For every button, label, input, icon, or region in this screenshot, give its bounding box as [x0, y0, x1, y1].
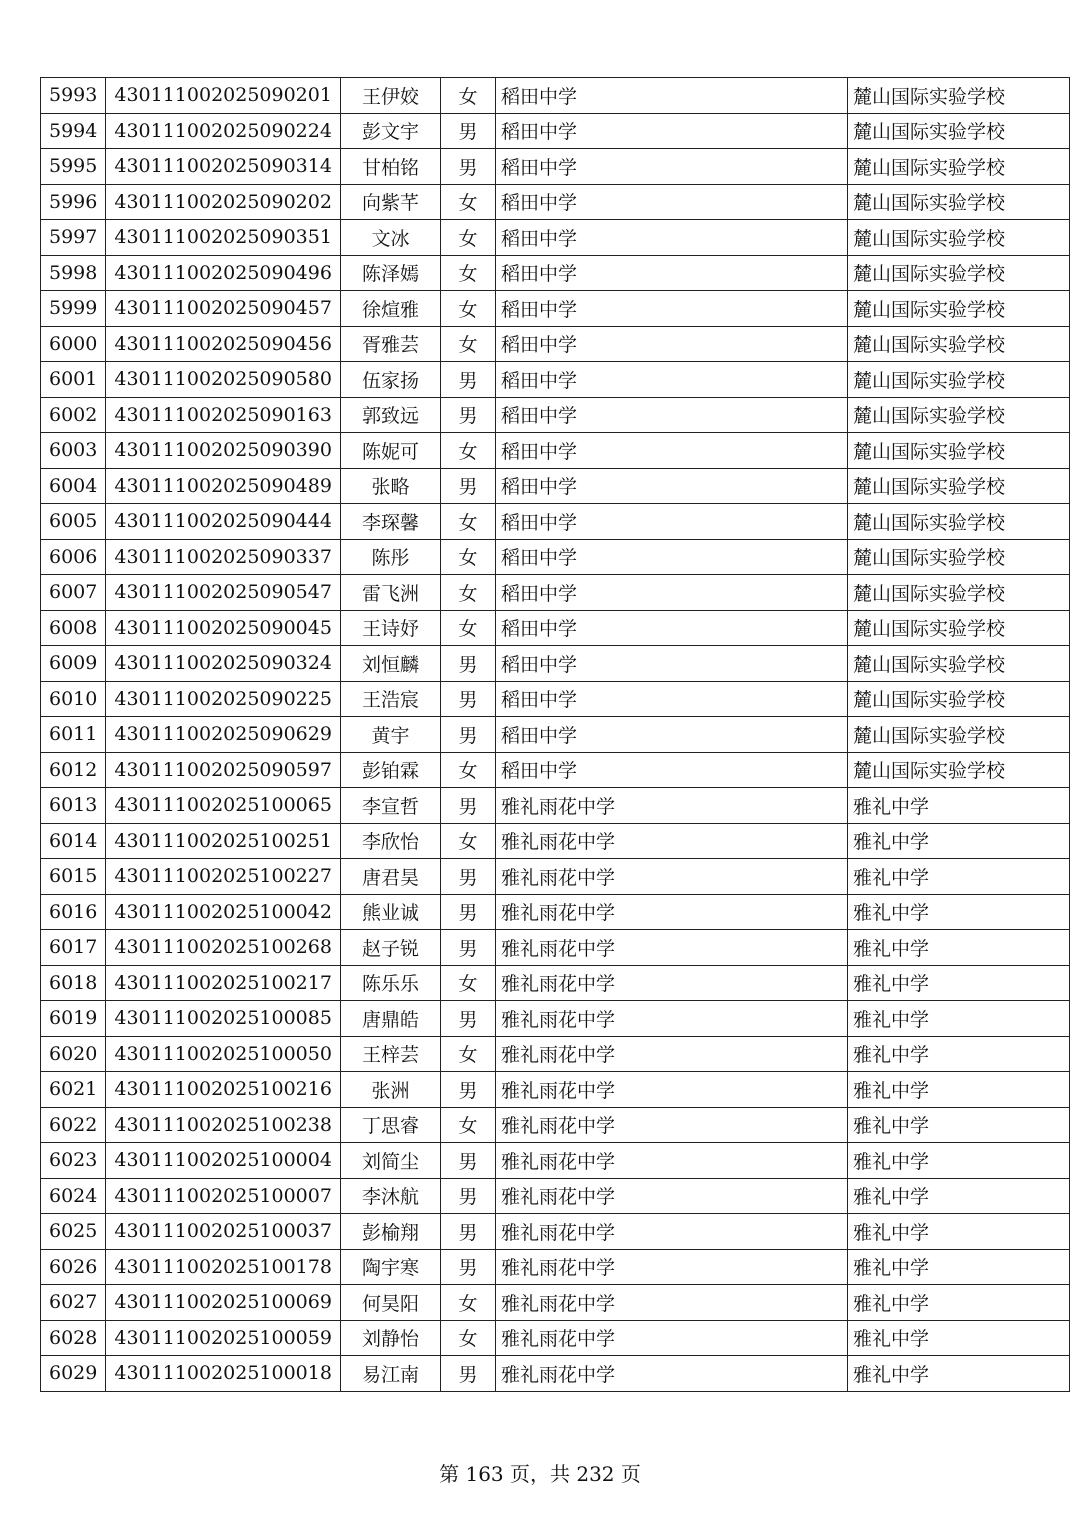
gender-cell: 男 [440, 894, 495, 930]
student-name-cell: 丁思睿 [340, 1107, 440, 1143]
admitted-school-cell: 麓山国际实验学校 [847, 220, 1069, 256]
gender-cell: 女 [440, 1285, 495, 1321]
exam-id-cell: 430111002025090163 [106, 397, 341, 433]
exam-id-cell: 430111002025100085 [106, 1001, 341, 1037]
table-row [41, 1249, 1070, 1285]
exam-id-cell: 430111002025090337 [106, 539, 341, 575]
gender-cell: 男 [440, 1072, 495, 1108]
origin-school-cell: 稻田中学 [495, 504, 847, 540]
gender-cell: 男 [440, 717, 495, 753]
gender-cell: 女 [440, 575, 495, 611]
student-name-cell: 唐君昊 [340, 859, 440, 895]
serial-number-cell: 6002 [41, 397, 106, 433]
serial-number-cell: 6009 [41, 646, 106, 682]
admitted-school-cell: 麓山国际实验学校 [847, 504, 1069, 540]
gender-cell: 女 [440, 220, 495, 256]
student-name-cell: 李宣哲 [340, 788, 440, 824]
origin-school-cell: 雅礼雨花中学 [495, 788, 847, 824]
exam-id-cell: 430111002025100268 [106, 930, 341, 966]
admitted-school-cell: 麓山国际实验学校 [847, 717, 1069, 753]
table-row [41, 930, 1070, 966]
table-row [41, 184, 1070, 220]
table-row [41, 433, 1070, 469]
gender-cell: 女 [440, 184, 495, 220]
admitted-school-cell: 雅礼中学 [847, 894, 1069, 930]
exam-id-cell: 430111002025100065 [106, 788, 341, 824]
student-name-cell: 王诗妤 [340, 610, 440, 646]
table-row [41, 1320, 1070, 1356]
origin-school-cell: 稻田中学 [495, 433, 847, 469]
origin-school-cell: 雅礼雨花中学 [495, 1001, 847, 1037]
serial-number-cell: 5997 [41, 220, 106, 256]
table-row [41, 717, 1070, 753]
student-name-cell: 刘静怡 [340, 1320, 440, 1356]
gender-cell: 女 [440, 1107, 495, 1143]
gender-cell: 男 [440, 1001, 495, 1037]
table-row [41, 1001, 1070, 1037]
table-row [41, 894, 1070, 930]
table-row [41, 823, 1070, 859]
admitted-school-cell: 雅礼中学 [847, 1214, 1069, 1250]
origin-school-cell: 雅礼雨花中学 [495, 859, 847, 895]
table-row [41, 504, 1070, 540]
student-name-cell: 陈妮可 [340, 433, 440, 469]
origin-school-cell: 稻田中学 [495, 468, 847, 504]
gender-cell: 女 [440, 1036, 495, 1072]
page-footer: 第 163 页，共 232 页 [439, 1462, 641, 1486]
table-row [41, 1285, 1070, 1321]
origin-school-cell: 稻田中学 [495, 717, 847, 753]
gender-cell: 男 [440, 1143, 495, 1179]
admitted-school-cell: 麓山国际实验学校 [847, 149, 1069, 185]
student-name-cell: 张洲 [340, 1072, 440, 1108]
admitted-school-cell: 雅礼中学 [847, 930, 1069, 966]
table-row [41, 646, 1070, 682]
admitted-school-cell: 雅礼中学 [847, 788, 1069, 824]
admitted-school-cell: 雅礼中学 [847, 1143, 1069, 1179]
admitted-school-cell: 雅礼中学 [847, 823, 1069, 859]
exam-id-cell: 430111002025090045 [106, 610, 341, 646]
origin-school-cell: 雅礼雨花中学 [495, 1320, 847, 1356]
serial-number-cell: 5996 [41, 184, 106, 220]
origin-school-cell: 稻田中学 [495, 575, 847, 611]
origin-school-cell: 雅礼雨花中学 [495, 965, 847, 1001]
origin-school-cell: 稻田中学 [495, 752, 847, 788]
origin-school-cell: 稻田中学 [495, 291, 847, 327]
exam-id-cell: 430111002025090224 [106, 113, 341, 149]
serial-number-cell: 6029 [41, 1356, 106, 1392]
table-row [41, 220, 1070, 256]
gender-cell: 女 [440, 1320, 495, 1356]
table-row [41, 326, 1070, 362]
admitted-school-cell: 麓山国际实验学校 [847, 255, 1069, 291]
admitted-school-cell: 麓山国际实验学校 [847, 752, 1069, 788]
table-row [41, 965, 1070, 1001]
table-row [41, 1072, 1070, 1108]
origin-school-cell: 稻田中学 [495, 326, 847, 362]
serial-number-cell: 6016 [41, 894, 106, 930]
student-name-cell: 郭致远 [340, 397, 440, 433]
admitted-school-cell: 麓山国际实验学校 [847, 575, 1069, 611]
serial-number-cell: 6017 [41, 930, 106, 966]
exam-id-cell: 430111002025090457 [106, 291, 341, 327]
exam-id-cell: 430111002025100238 [106, 1107, 341, 1143]
student-name-cell: 陶宇寒 [340, 1249, 440, 1285]
table-body [41, 78, 1070, 1392]
serial-number-cell: 6020 [41, 1036, 106, 1072]
exam-id-cell: 430111002025100037 [106, 1214, 341, 1250]
gender-cell: 女 [440, 291, 495, 327]
serial-number-cell: 5994 [41, 113, 106, 149]
exam-id-cell: 430111002025090629 [106, 717, 341, 753]
gender-cell: 男 [440, 362, 495, 398]
serial-number-cell: 5999 [41, 291, 106, 327]
admitted-school-cell: 麓山国际实验学校 [847, 184, 1069, 220]
exam-id-cell: 430111002025090314 [106, 149, 341, 185]
gender-cell: 男 [440, 788, 495, 824]
serial-number-cell: 6003 [41, 433, 106, 469]
gender-cell: 女 [440, 752, 495, 788]
exam-id-cell: 430111002025100018 [106, 1356, 341, 1392]
serial-number-cell: 6008 [41, 610, 106, 646]
origin-school-cell: 稻田中学 [495, 610, 847, 646]
student-name-cell: 李欣怡 [340, 823, 440, 859]
origin-school-cell: 雅礼雨花中学 [495, 1285, 847, 1321]
exam-id-cell: 430111002025100007 [106, 1178, 341, 1214]
serial-number-cell: 6026 [41, 1249, 106, 1285]
gender-cell: 男 [440, 930, 495, 966]
admitted-school-cell: 雅礼中学 [847, 1072, 1069, 1108]
admitted-school-cell: 麓山国际实验学校 [847, 539, 1069, 575]
serial-number-cell: 5998 [41, 255, 106, 291]
student-name-cell: 雷飞洲 [340, 575, 440, 611]
table-row [41, 1214, 1070, 1250]
serial-number-cell: 6027 [41, 1285, 106, 1321]
admission-table [40, 77, 1070, 1392]
origin-school-cell: 稻田中学 [495, 149, 847, 185]
serial-number-cell: 6021 [41, 1072, 106, 1108]
admitted-school-cell: 麓山国际实验学校 [847, 433, 1069, 469]
serial-number-cell: 6014 [41, 823, 106, 859]
table-row [41, 468, 1070, 504]
student-name-cell: 向紫芊 [340, 184, 440, 220]
table-row [41, 362, 1070, 398]
admitted-school-cell: 麓山国际实验学校 [847, 681, 1069, 717]
serial-number-cell: 6004 [41, 468, 106, 504]
origin-school-cell: 雅礼雨花中学 [495, 1143, 847, 1179]
exam-id-cell: 430111002025090351 [106, 220, 341, 256]
table-row [41, 113, 1070, 149]
student-name-cell: 张略 [340, 468, 440, 504]
serial-number-cell: 6007 [41, 575, 106, 611]
exam-id-cell: 430111002025090202 [106, 184, 341, 220]
serial-number-cell: 6013 [41, 788, 106, 824]
gender-cell: 男 [440, 681, 495, 717]
origin-school-cell: 雅礼雨花中学 [495, 1178, 847, 1214]
table-row [41, 610, 1070, 646]
origin-school-cell: 稻田中学 [495, 184, 847, 220]
table-row [41, 859, 1070, 895]
admitted-school-cell: 雅礼中学 [847, 1320, 1069, 1356]
student-name-cell: 熊业诚 [340, 894, 440, 930]
origin-school-cell: 雅礼雨花中学 [495, 1249, 847, 1285]
admitted-school-cell: 雅礼中学 [847, 1036, 1069, 1072]
gender-cell: 女 [440, 504, 495, 540]
exam-id-cell: 430111002025100178 [106, 1249, 341, 1285]
gender-cell: 女 [440, 823, 495, 859]
student-name-cell: 彭铂霖 [340, 752, 440, 788]
student-name-cell: 彭文宇 [340, 113, 440, 149]
admitted-school-cell: 麓山国际实验学校 [847, 78, 1069, 114]
exam-id-cell: 430111002025100004 [106, 1143, 341, 1179]
exam-id-cell: 430111002025090597 [106, 752, 341, 788]
origin-school-cell: 稻田中学 [495, 78, 847, 114]
exam-id-cell: 430111002025100216 [106, 1072, 341, 1108]
serial-number-cell: 6028 [41, 1320, 106, 1356]
student-name-cell: 刘简尘 [340, 1143, 440, 1179]
exam-id-cell: 430111002025090444 [106, 504, 341, 540]
gender-cell: 女 [440, 433, 495, 469]
admitted-school-cell: 麓山国际实验学校 [847, 468, 1069, 504]
gender-cell: 女 [440, 539, 495, 575]
gender-cell: 男 [440, 1356, 495, 1392]
origin-school-cell: 雅礼雨花中学 [495, 1214, 847, 1250]
exam-id-cell: 430111002025090456 [106, 326, 341, 362]
student-name-cell: 王浩宸 [340, 681, 440, 717]
exam-id-cell: 430111002025100042 [106, 894, 341, 930]
origin-school-cell: 雅礼雨花中学 [495, 1107, 847, 1143]
serial-number-cell: 6005 [41, 504, 106, 540]
serial-number-cell: 5995 [41, 149, 106, 185]
admitted-school-cell: 麓山国际实验学校 [847, 326, 1069, 362]
gender-cell: 男 [440, 1178, 495, 1214]
table-row [41, 149, 1070, 185]
gender-cell: 女 [440, 965, 495, 1001]
admitted-school-cell: 雅礼中学 [847, 1001, 1069, 1037]
exam-id-cell: 430111002025100227 [106, 859, 341, 895]
admitted-school-cell: 雅礼中学 [847, 1107, 1069, 1143]
admitted-school-cell: 麓山国际实验学校 [847, 113, 1069, 149]
admitted-school-cell: 雅礼中学 [847, 965, 1069, 1001]
exam-id-cell: 430111002025090225 [106, 681, 341, 717]
student-name-cell: 黄宇 [340, 717, 440, 753]
gender-cell: 男 [440, 1214, 495, 1250]
table-row [41, 78, 1070, 114]
student-name-cell: 彭榆翔 [340, 1214, 440, 1250]
student-name-cell: 唐鼎皓 [340, 1001, 440, 1037]
gender-cell: 男 [440, 646, 495, 682]
student-name-cell: 何昊阳 [340, 1285, 440, 1321]
gender-cell: 男 [440, 113, 495, 149]
serial-number-cell: 6010 [41, 681, 106, 717]
origin-school-cell: 稻田中学 [495, 539, 847, 575]
serial-number-cell: 6015 [41, 859, 106, 895]
serial-number-cell: 6000 [41, 326, 106, 362]
origin-school-cell: 稻田中学 [495, 113, 847, 149]
student-name-cell: 徐煊雅 [340, 291, 440, 327]
origin-school-cell: 稻田中学 [495, 646, 847, 682]
serial-number-cell: 6011 [41, 717, 106, 753]
table-row [41, 291, 1070, 327]
gender-cell: 男 [440, 859, 495, 895]
student-name-cell: 李琛馨 [340, 504, 440, 540]
table-row [41, 1107, 1070, 1143]
exam-id-cell: 430111002025090496 [106, 255, 341, 291]
table-row [41, 681, 1070, 717]
exam-id-cell: 430111002025090201 [106, 78, 341, 114]
origin-school-cell: 雅礼雨花中学 [495, 1072, 847, 1108]
admitted-school-cell: 雅礼中学 [847, 1178, 1069, 1214]
student-name-cell: 伍家扬 [340, 362, 440, 398]
gender-cell: 女 [440, 610, 495, 646]
student-name-cell: 陈泽嫣 [340, 255, 440, 291]
admitted-school-cell: 麓山国际实验学校 [847, 610, 1069, 646]
exam-id-cell: 430111002025090580 [106, 362, 341, 398]
student-name-cell: 易江南 [340, 1356, 440, 1392]
exam-id-cell: 430111002025100059 [106, 1320, 341, 1356]
table-row [41, 752, 1070, 788]
origin-school-cell: 稻田中学 [495, 397, 847, 433]
serial-number-cell: 6022 [41, 1107, 106, 1143]
serial-number-cell: 6012 [41, 752, 106, 788]
exam-id-cell: 430111002025090390 [106, 433, 341, 469]
admitted-school-cell: 麓山国际实验学校 [847, 291, 1069, 327]
admitted-school-cell: 雅礼中学 [847, 1249, 1069, 1285]
serial-number-cell: 6006 [41, 539, 106, 575]
admitted-school-cell: 麓山国际实验学校 [847, 646, 1069, 682]
gender-cell: 女 [440, 326, 495, 362]
serial-number-cell: 6023 [41, 1143, 106, 1179]
serial-number-cell: 6001 [41, 362, 106, 398]
gender-cell: 女 [440, 78, 495, 114]
serial-number-cell: 6018 [41, 965, 106, 1001]
table-row [41, 788, 1070, 824]
table-row [41, 397, 1070, 433]
serial-number-cell: 5993 [41, 78, 106, 114]
student-name-cell: 李沐航 [340, 1178, 440, 1214]
exam-id-cell: 430111002025100069 [106, 1285, 341, 1321]
student-name-cell: 胥雅芸 [340, 326, 440, 362]
serial-number-cell: 6019 [41, 1001, 106, 1037]
table-row [41, 539, 1070, 575]
gender-cell: 男 [440, 1249, 495, 1285]
gender-cell: 女 [440, 255, 495, 291]
exam-id-cell: 430111002025090324 [106, 646, 341, 682]
student-name-cell: 刘恒麟 [340, 646, 440, 682]
admitted-school-cell: 麓山国际实验学校 [847, 362, 1069, 398]
origin-school-cell: 雅礼雨花中学 [495, 1036, 847, 1072]
student-name-cell: 文冰 [340, 220, 440, 256]
table-row [41, 255, 1070, 291]
origin-school-cell: 稻田中学 [495, 220, 847, 256]
gender-cell: 男 [440, 397, 495, 433]
origin-school-cell: 稻田中学 [495, 255, 847, 291]
origin-school-cell: 雅礼雨花中学 [495, 1356, 847, 1392]
origin-school-cell: 稻田中学 [495, 362, 847, 398]
origin-school-cell: 雅礼雨花中学 [495, 930, 847, 966]
table-row [41, 1036, 1070, 1072]
student-name-cell: 甘柏铭 [340, 149, 440, 185]
table-row [41, 1143, 1070, 1179]
table-row [41, 575, 1070, 611]
exam-id-cell: 430111002025100251 [106, 823, 341, 859]
table-row [41, 1356, 1070, 1392]
admitted-school-cell: 麓山国际实验学校 [847, 397, 1069, 433]
origin-school-cell: 雅礼雨花中学 [495, 894, 847, 930]
gender-cell: 男 [440, 149, 495, 185]
serial-number-cell: 6024 [41, 1178, 106, 1214]
student-name-cell: 陈乐乐 [340, 965, 440, 1001]
exam-id-cell: 430111002025090489 [106, 468, 341, 504]
origin-school-cell: 稻田中学 [495, 681, 847, 717]
serial-number-cell: 6025 [41, 1214, 106, 1250]
admitted-school-cell: 雅礼中学 [847, 1356, 1069, 1392]
admitted-school-cell: 雅礼中学 [847, 1285, 1069, 1321]
origin-school-cell: 雅礼雨花中学 [495, 823, 847, 859]
student-name-cell: 王伊姣 [340, 78, 440, 114]
student-name-cell: 赵子锐 [340, 930, 440, 966]
student-name-cell: 陈彤 [340, 539, 440, 575]
exam-id-cell: 430111002025100050 [106, 1036, 341, 1072]
admitted-school-cell: 雅礼中学 [847, 859, 1069, 895]
exam-id-cell: 430111002025100217 [106, 965, 341, 1001]
table-row [41, 1178, 1070, 1214]
gender-cell: 男 [440, 468, 495, 504]
student-name-cell: 王梓芸 [340, 1036, 440, 1072]
exam-id-cell: 430111002025090547 [106, 575, 341, 611]
